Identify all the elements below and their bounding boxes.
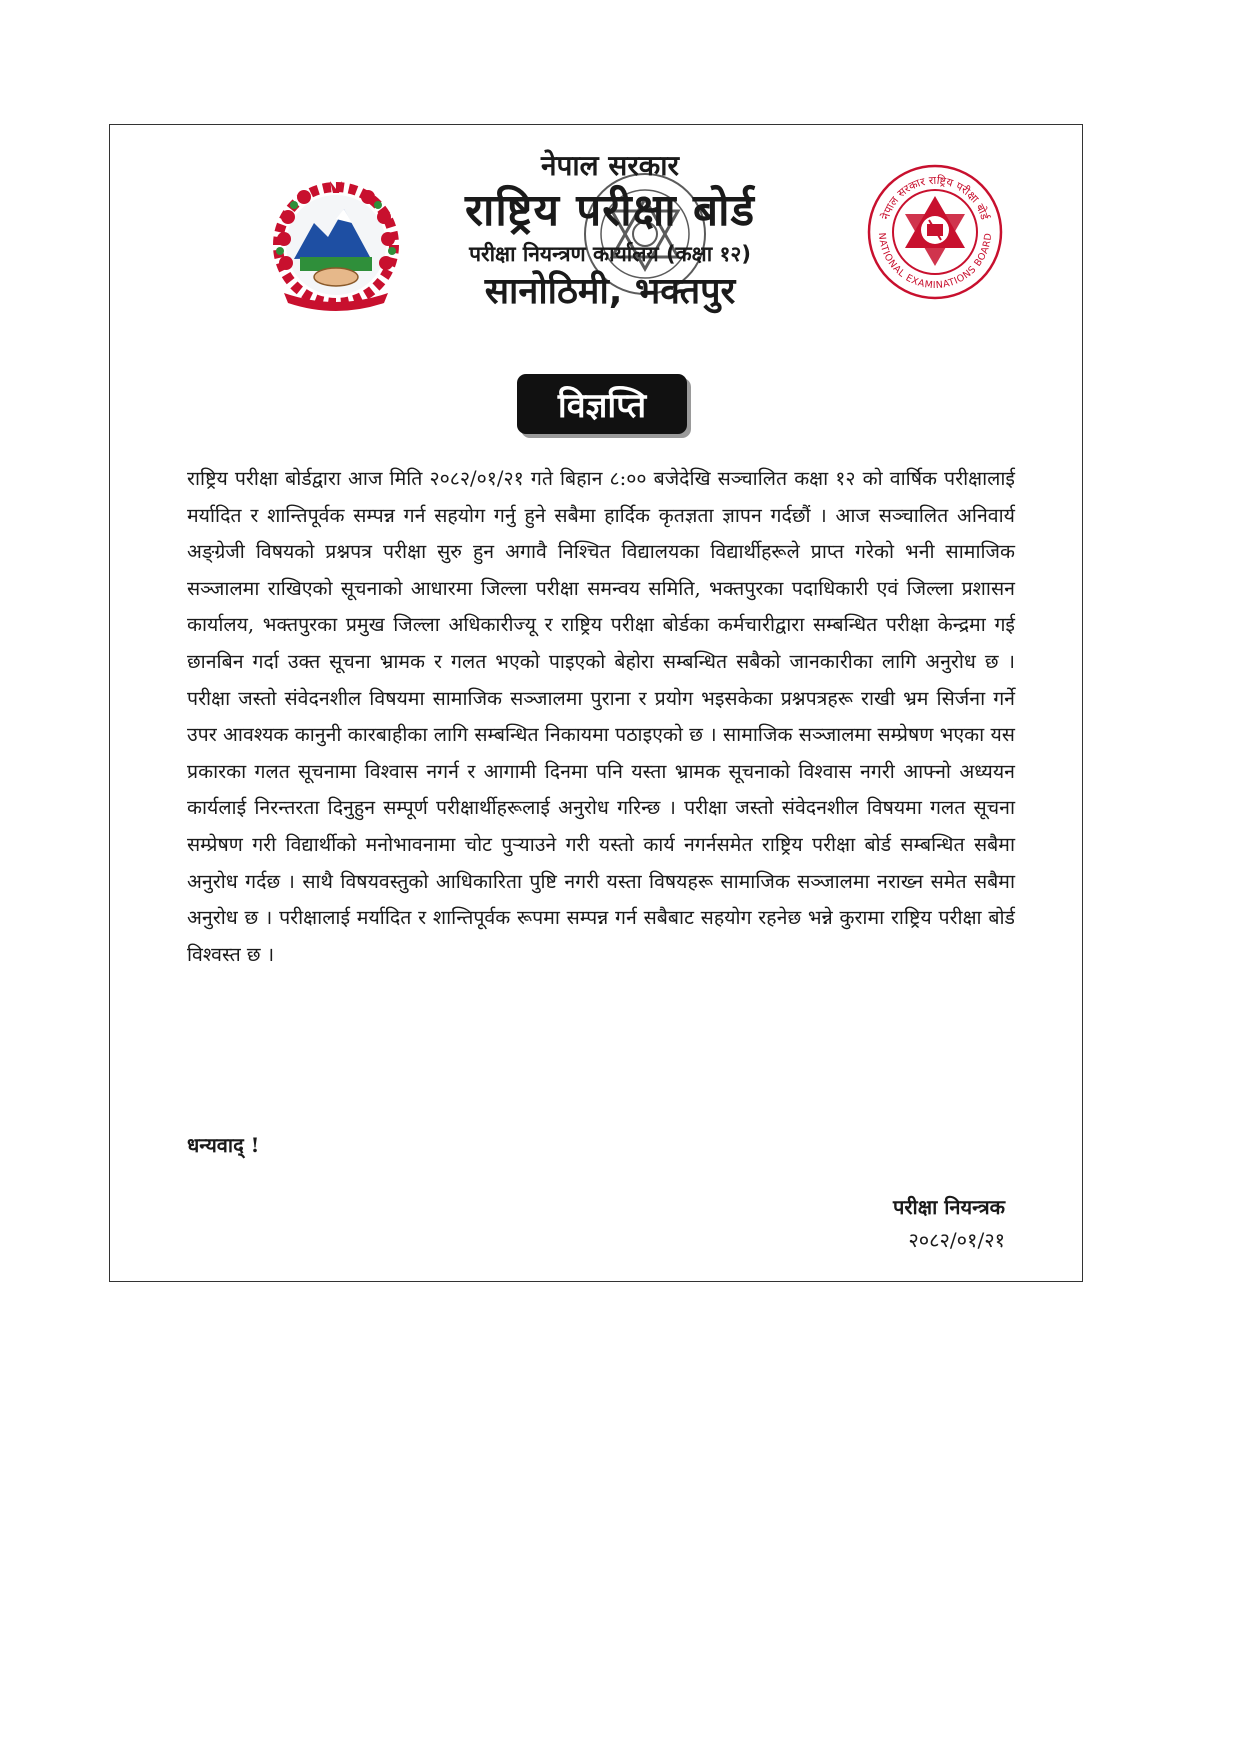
thanks-text: धन्यवाद् ! (187, 1133, 260, 1157)
notice-body: राष्ट्रिय परीक्षा बोर्डद्वारा आज मिति २०८२/०१/२१ गते बिहान ८:०० बजेदेखि सञ्चालित कक्षा १२ को वार्षिक परीक्षालाई मर्यादित र शान्तिपूर्वक सम्पन्न गर्न सहयोग गर्नु हुने सबैमा हार्दिक कृतज्ञता ज्ञापन गर्दछौं । आज सञ्चालित अनिवार्य अङ्ग्रेजी विषयको प्रश्नपत्र परीक्षा सुरु हुन अगावै निश्चित विद्यालयका विद्यार्थीहरूले प्राप्त गरेको भनी सामाजिक सञ्जालमा राखिएको सूचनाको आधारमा जिल्ला परीक्षा समन्वय समिति, भक्तपुरका पदाधिकारी एवं जिल्ला प्रशासन कार्यालय, भक्तपुरका प्रमुख जिल्ला अधिकारीज्यू र राष्ट्रिय परीक्षा बोर्डका कर्मचारीद्वारा सम्बन्धित परीक्षा केन्द्रमा गई छानबिन गर्दा उक्त सूचना भ्रामक र गलत भएको पाइएको बेहोरा सम्बन्धित सबैको जानकारीका लागि अनुरोध छ । परीक्षा जस्तो संवेदनशील विषयमा सामाजिक सञ्जालमा पुराना र प्रयोग भइसकेका प्रश्नपत्रहरू राखी भ्रम सिर्जना गर्ने उपर आवश्यक कानुनी कारबाहीका लागि सम्बन्धित निकायमा पठाइएको छ । सामाजिक सञ्जालमा सम्प्रेषण भएका यस प्रकारका गलत सूचनामा विश्वास नगर्न र आगामी दिनमा पनि यस्ता भ्रामक सूचनाको विश्वास नगरी आफ्नो अध्ययन कार्यलाई निरन्तरता दिनुहुन सम्पूर्ण परीक्षार्थीहरूलाई अनुरोध गरिन्छ । परीक्षा जस्तो संवेदनशील विषयमा गलत सूचना सम्प्रेषण गरी विद्यार्थीको मनोभावनामा चोट पुऱ्याउने गरी यस्तो कार्य नगर्नसमेत राष्ट्रिय परीक्षा बोर्ड सम्बन्धित सबैमा अनुरोध गर्दछ । साथै विषयवस्तुको आधिकारिता पुष्टि नगरी यस्ता विषयहरू सामाजिक सञ्जालमा नराख्न समेत सबैमा अनुरोध छ । परीक्षालाई मर्यादित र शान्तिपूर्वक रूपमा सम्पन्न गर्न सबैबाट सहयोग रहनेछ भन्ने कुरामा राष्ट्रिय परीक्षा बोर्ड विश्वस्त छ । (187, 467, 1015, 966)
signature-block (893, 1193, 1005, 1253)
notice-frame (109, 124, 1083, 1282)
svg-text:NATIONAL EXAMINATIONS BOARD: NATIONAL EXAMINATIONS BOARD (875, 232, 995, 292)
office-location: सानोठिमी, भक्तपुर (484, 270, 736, 312)
letterhead (390, 145, 830, 310)
nepal-government-emblem-icon (266, 179, 406, 319)
office-name: परीक्षा नियन्त्रण कार्यालय (कक्षा १२) (469, 241, 751, 266)
notice-title: विज्ञप्ति (517, 374, 687, 434)
signature-date: २०८२/०१/२१ (908, 1228, 1005, 1252)
government-name: नेपाल सरकार (540, 149, 680, 182)
board-name: राष्ट्रिय परीक्षा बोर्ड (464, 185, 756, 237)
signatory-title: परीक्षा नियन्त्रक (893, 1195, 1005, 1219)
national-examinations-board-seal-icon (865, 162, 1005, 302)
svg-text:नेपाल सरकार राष्ट्रिय परीक्षा: नेपाल सरकार राष्ट्रिय परीक्षा बोर्ड (878, 173, 992, 222)
